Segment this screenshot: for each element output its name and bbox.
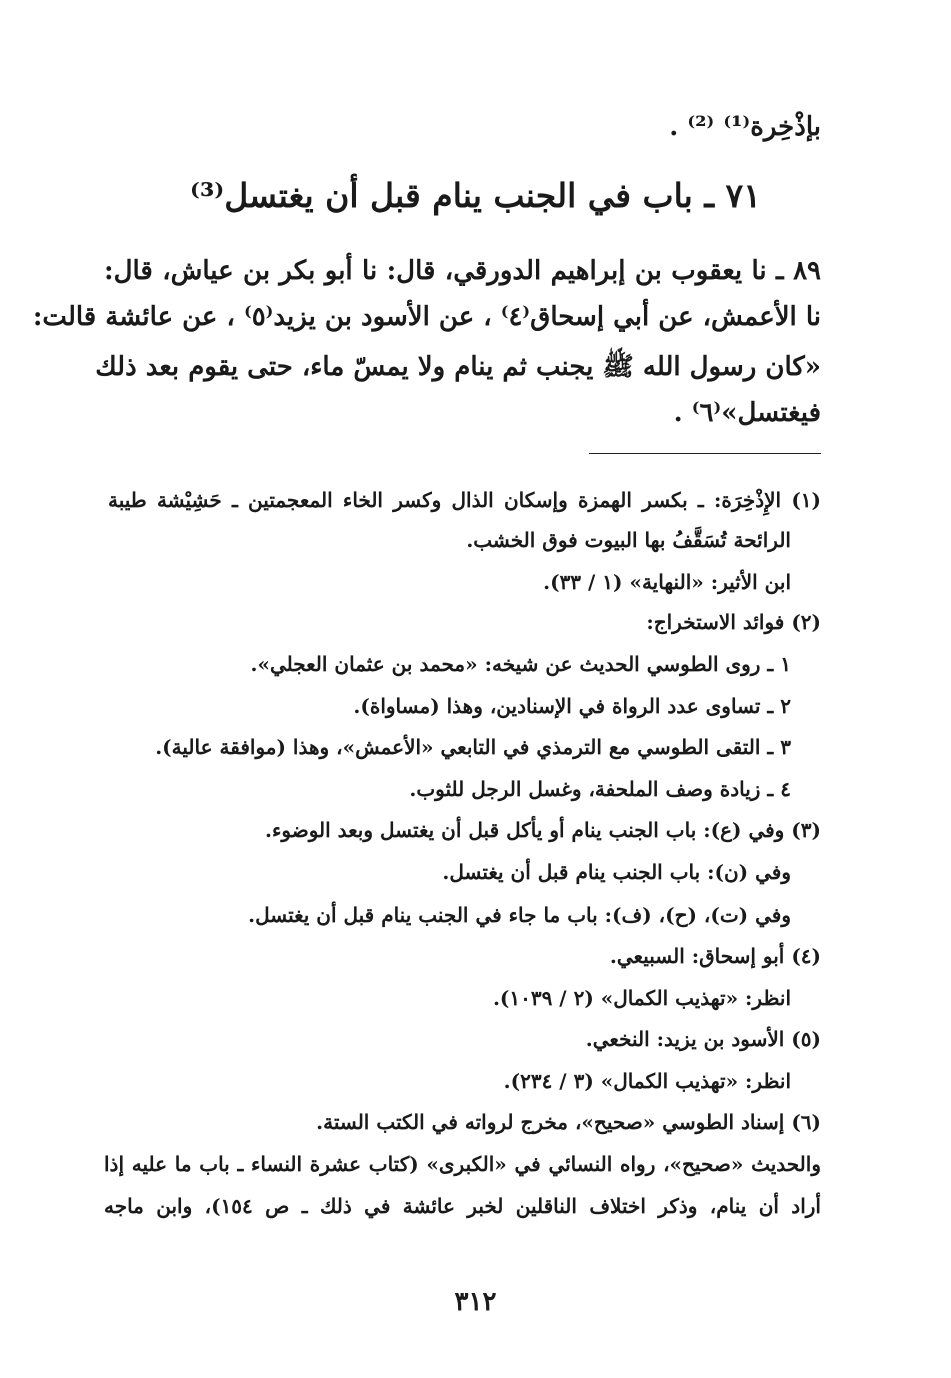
footnote-6-line-3: أراد أن ينام، وذكر اختلاف الناقلين لخبر عائشة في ذلك ـ ص ١٥٤)، وابن ماجه bbox=[104, 1194, 821, 1218]
hadith-line-1: ٨٩ ـ نا يعقوب بن إبراهيم الدورقي، قال: نا أبو بكر بن عياش، قال: bbox=[104, 256, 821, 286]
continuation-line: بإذْخِرة⁽¹⁾ ⁽²⁾ . bbox=[669, 112, 821, 142]
footnote-2-item-4: ٤ ـ زيادة وصف الملحفة، وغسل الرجل للثوب. bbox=[409, 777, 791, 801]
footnote-2-item-3: ٣ ـ التقى الطوسي مع الترمذي في التابعي «الأعمش»، وهذا (موافقة عالية). bbox=[155, 735, 791, 759]
footnote-3-line-2: وفي (ن): باب الجنب ينام قبل أن يغتسل. bbox=[442, 860, 791, 884]
footnote-2-item-2: ٢ ـ تساوى عدد الرواة في الإسنادين، وهذا (مساواة). bbox=[353, 694, 791, 718]
footnote-separator bbox=[589, 453, 821, 454]
footnote-6-line-1: (٦) إسناد الطوسي «صحيح»، مخرج لرواته في الكتب الستة. bbox=[316, 1110, 821, 1134]
footnote-1-line-1: (١) الإِذْخِرَة: ـ بكسر الهمزة وإسكان الذال وكسر الخاء المعجمتين ـ حَشِيْشة طيبة bbox=[108, 488, 821, 512]
footnote-2-title: (٢) فوائد الاستخراج: bbox=[646, 610, 821, 634]
footnote-6-line-2: والحديث «صحيح»، رواه النسائي في «الكبرى» (كتاب عشرة النساء ـ باب ما عليه إذا bbox=[104, 1152, 821, 1176]
hadith-line-4: فيغتسل»⁽٦⁾ . bbox=[673, 398, 821, 428]
chapter-heading: ٧١ ـ باب في الجنب ينام قبل أن يغتسل⁽³⁾ bbox=[190, 176, 761, 215]
page-number: ٣١٢ bbox=[454, 1287, 497, 1317]
footnote-2-item-1: ١ ـ روى الطوسي الحديث عن شيخه: «محمد بن عثمان العجلي». bbox=[250, 652, 791, 676]
footnote-5-line-1: (٥) الأسود بن يزيد: النخعي. bbox=[585, 1027, 821, 1051]
hadith-line-2: نا الأعمش، عن أبي إسحاق⁽٤⁾ ، عن الأسود بن يزيد⁽٥⁾ ، عن عائشة قالت: bbox=[32, 302, 821, 332]
footnote-3-line-3: وفي (ت)، (ح)، (ف): باب ما جاء في الجنب ينام قبل أن يغتسل. bbox=[248, 903, 791, 927]
hadith-line-3: «كان رسول الله ﷺ يجنب ثم ينام ولا يمسّ ماء، حتى يقوم بعد ذلك bbox=[95, 352, 821, 382]
footnote-1-source: ابن الأثير: «النهاية» (١ / ٣٣). bbox=[543, 570, 791, 594]
footnote-4-line-1: (٤) أبو إسحاق: السبيعي. bbox=[609, 944, 821, 968]
footnote-1-line-2: الرائحة تُسَقَّفُ بها البيوت فوق الخشب. bbox=[466, 528, 791, 552]
footnote-5-source: انظر: «تهذيب الكمال» (٣ / ٢٣٤). bbox=[503, 1069, 791, 1093]
footnote-4-source: انظر: «تهذيب الكمال» (٢ / ١٠٣٩). bbox=[492, 986, 791, 1010]
footnote-3-line-1: (٣) وفي (ع): باب الجنب ينام أو يأكل قبل أن يغتسل وبعد الوضوء. bbox=[265, 818, 821, 842]
